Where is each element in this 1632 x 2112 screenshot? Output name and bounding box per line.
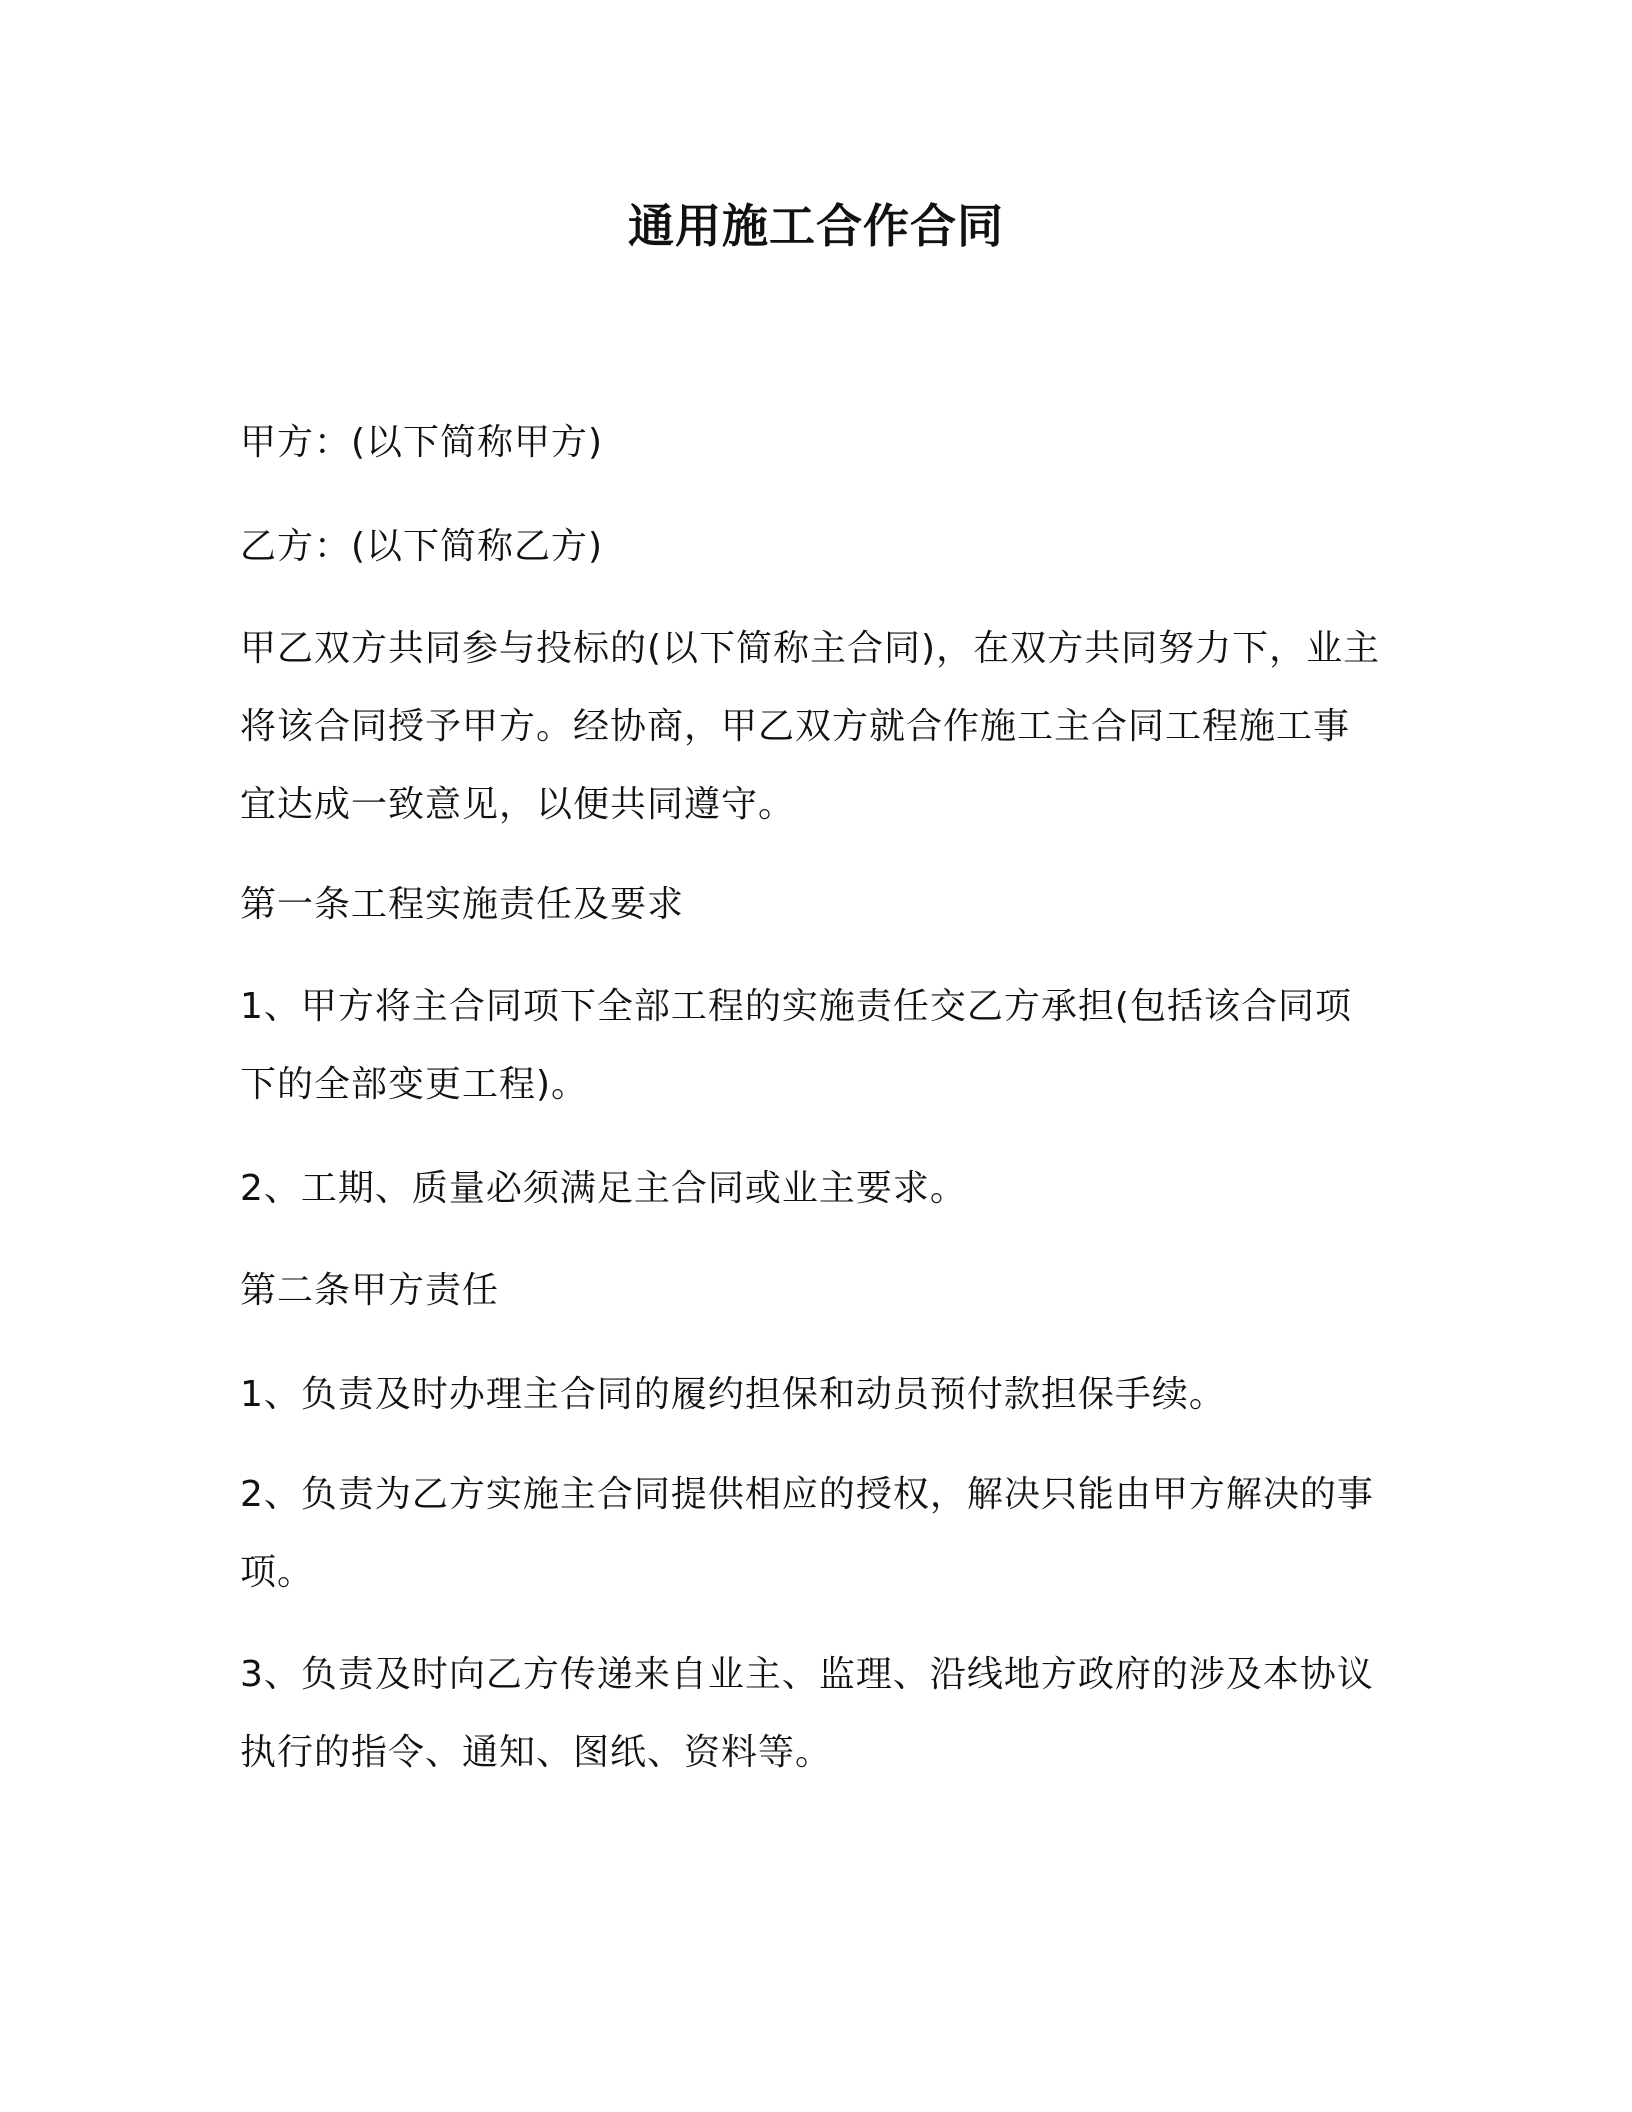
article-1-item-1-line: 下的全部变更工程)。 <box>240 1064 589 1105</box>
article-2-item-1: 1、负责及时办理主合同的履约担保和动员预付款担保手续。 <box>240 1374 1226 1415</box>
intro-paragraph-line: 宜达成一致意见，以便共同遵守。 <box>240 784 796 825</box>
article-1-item-1-line: 1、甲方将主合同项下全部工程的实施责任交乙方承担(包括该合同项 <box>240 986 1352 1027</box>
intro-paragraph-line: 将该合同授予甲方。经协商，甲乙双方就合作施工主合同工程施工事 <box>240 706 1351 747</box>
document-title: 通用施工合作合同 <box>628 199 1004 253</box>
article-1-item-2: 2、工期、质量必须满足主合同或业主要求。 <box>240 1168 967 1209</box>
party-b-line: 乙方：(以下简称乙方) <box>240 526 604 567</box>
party-a-line: 甲方：(以下简称甲方) <box>240 422 604 463</box>
intro-paragraph-line: 甲乙双方共同参与投标的(以下简称主合同)，在双方共同努力下，业主 <box>240 628 1381 669</box>
article-2-item-2-line: 项。 <box>240 1552 315 1593</box>
article-2-item-3-line: 执行的指令、通知、图纸、资料等。 <box>240 1732 833 1773</box>
article-2-item-3-line: 3、负责及时向乙方传递来自业主、监理、沿线地方政府的涉及本协议 <box>240 1654 1374 1695</box>
article-2-item-2-line: 2、负责为乙方实施主合同提供相应的授权，解决只能由甲方解决的事 <box>240 1474 1374 1515</box>
article-2-heading: 第二条甲方责任 <box>240 1270 500 1311</box>
article-1-heading: 第一条工程实施责任及要求 <box>240 884 685 925</box>
